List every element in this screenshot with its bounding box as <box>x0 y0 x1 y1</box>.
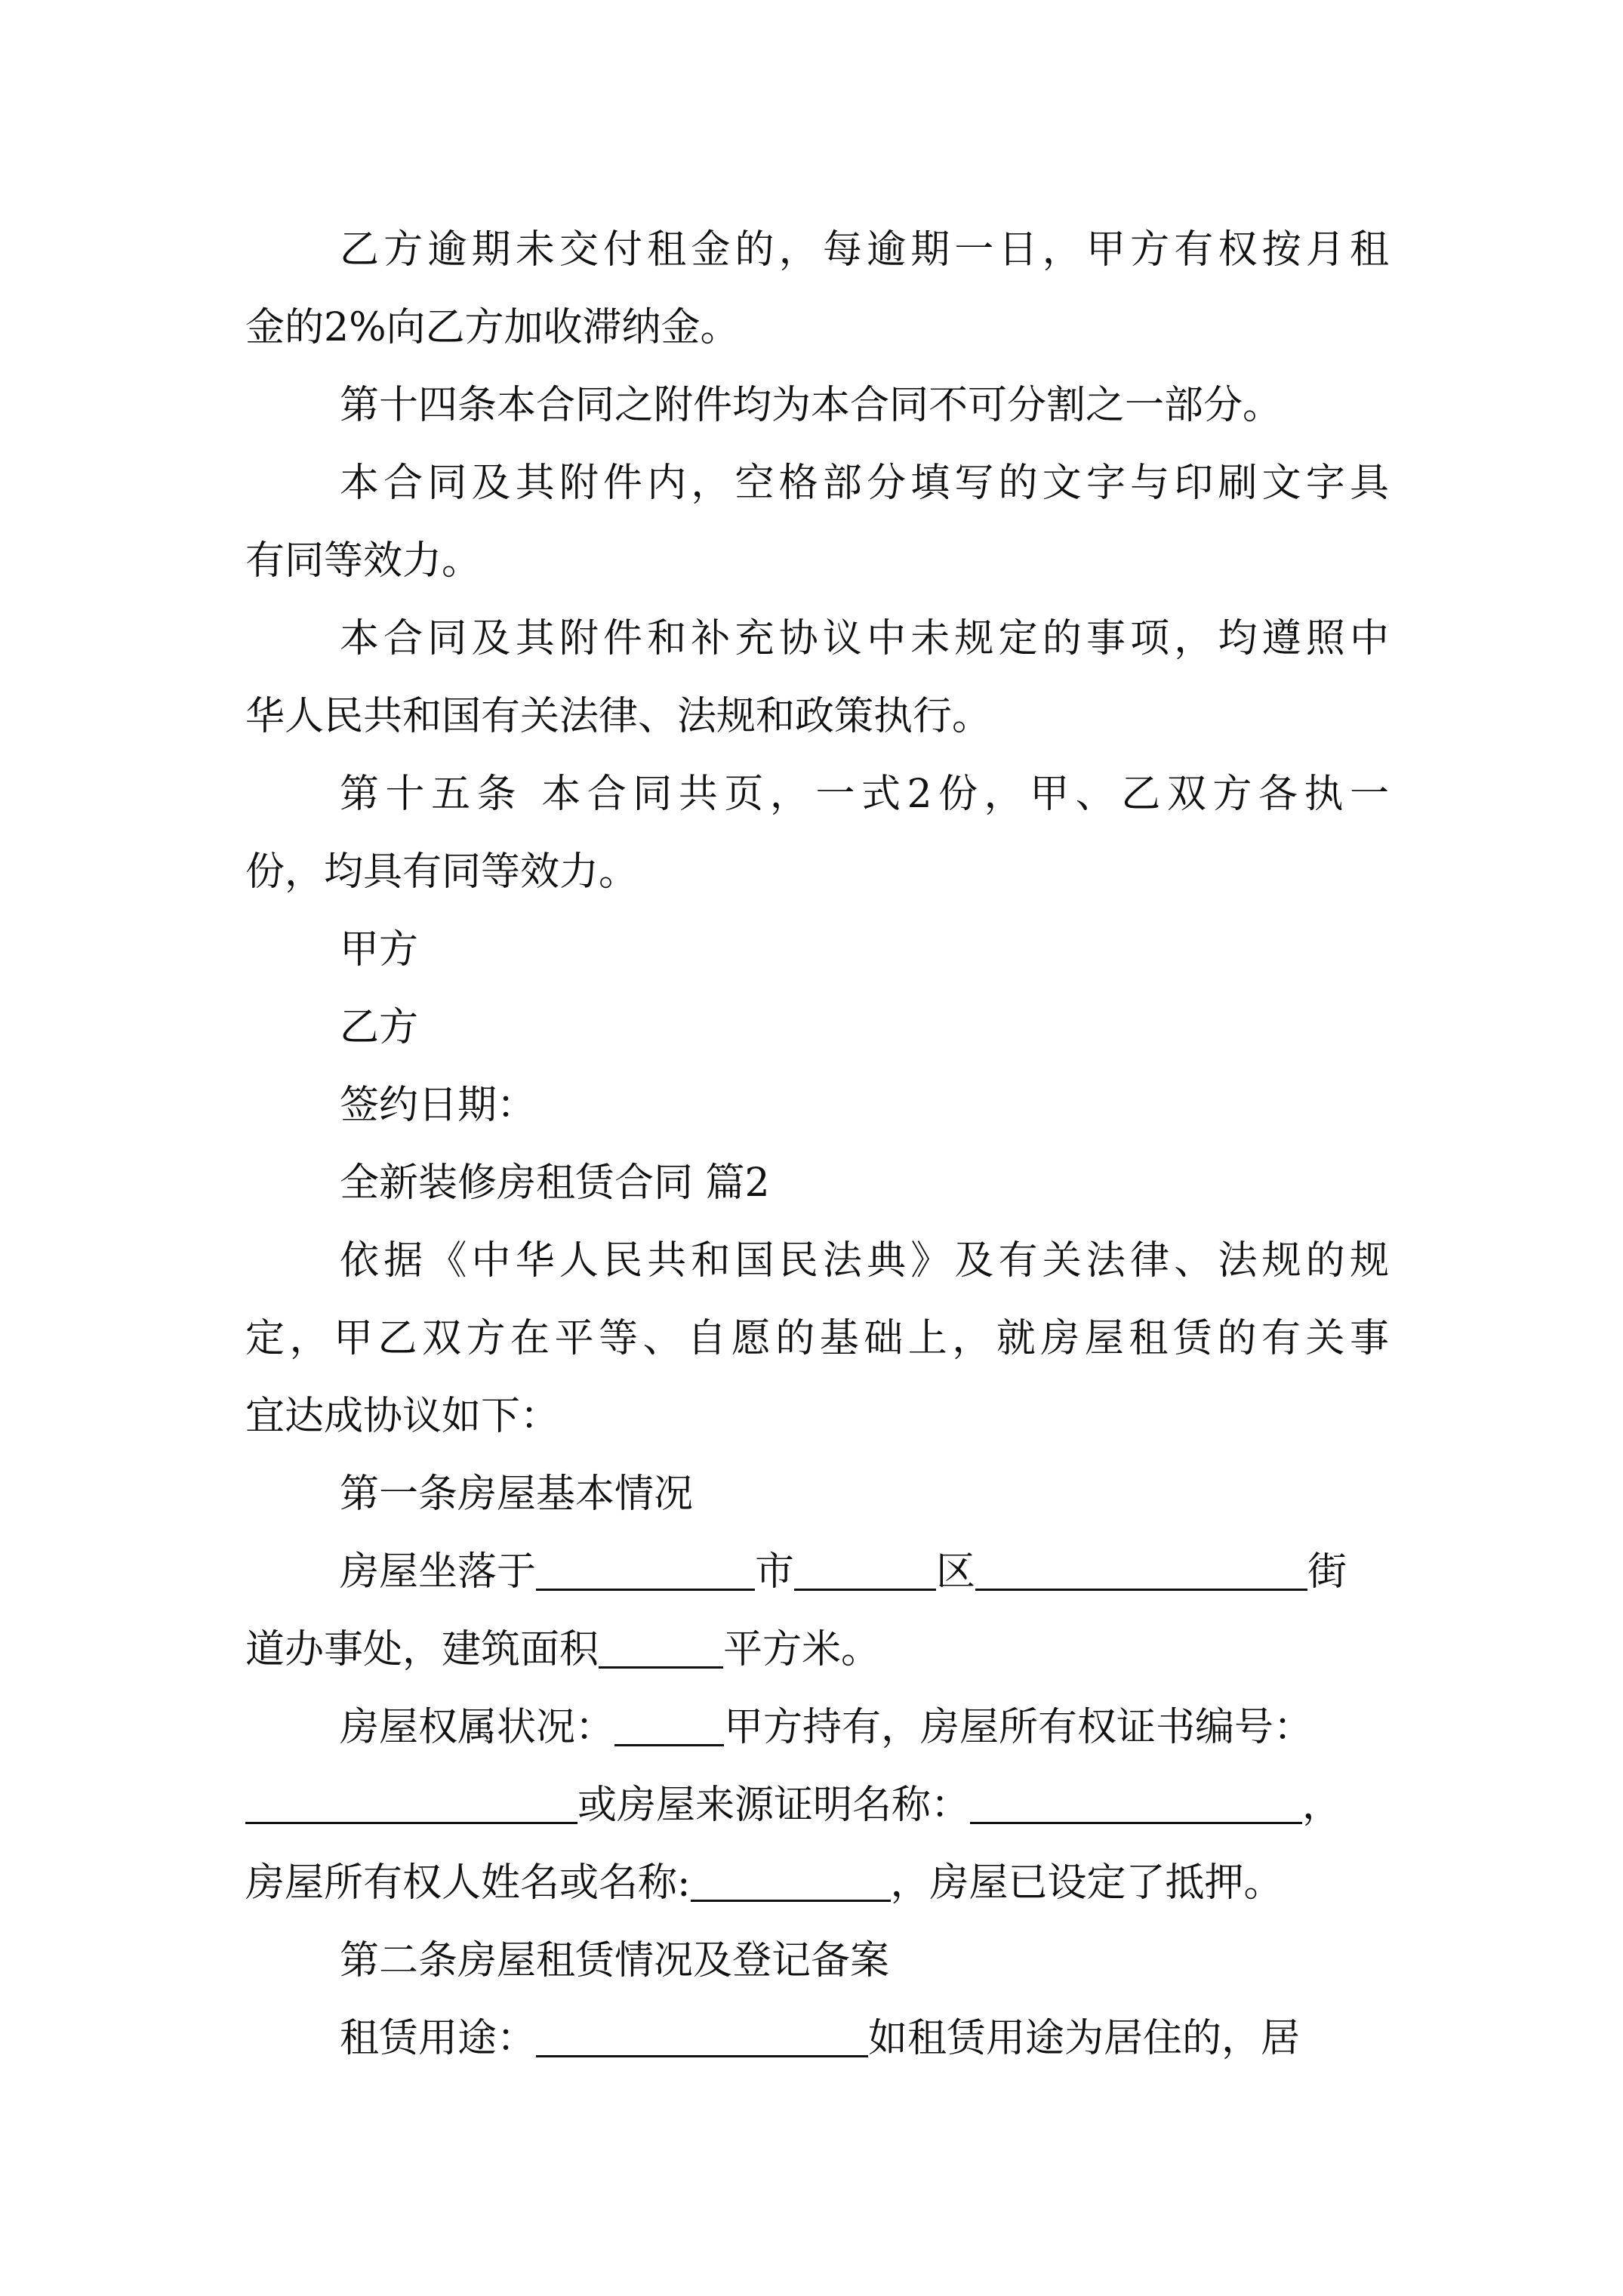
paragraph-line: 依据《中华人民共和国民法典》及有关法律、法规的规 <box>340 1238 1389 1284</box>
ownership-prefix: 房屋权属状况： <box>340 1705 615 1750</box>
article-1-title: 第一条房屋基本情况 <box>340 1472 694 1517</box>
paragraph-line: 第十五条 本合同共页，一式2份，甲、乙双方各执一 <box>340 772 1389 817</box>
usage-suffix: 如租赁用途为居住的，居 <box>868 2016 1301 2061</box>
paragraph-line: 第十四条本合同之附件均为本合同不可分割之一部分。 <box>340 383 1283 428</box>
city-blank[interactable] <box>536 1542 755 1591</box>
source-name-blank[interactable] <box>970 1775 1302 1824</box>
ownership-blank[interactable] <box>614 1697 724 1746</box>
ownership-line <box>245 1689 1389 1767</box>
usage-prefix: 租赁用途： <box>340 2016 537 2061</box>
document-body <box>245 211 1389 2078</box>
street-blank[interactable] <box>975 1542 1307 1591</box>
paragraph-line: 份，均具有同等效力。 <box>245 849 639 895</box>
usage-blank[interactable] <box>536 2008 868 2057</box>
sign-date-label: 签约日期： <box>340 1083 537 1128</box>
usage-line <box>245 2000 1389 2078</box>
district-label: 区 <box>936 1549 976 1595</box>
street-label-start: 街 <box>1307 1549 1347 1595</box>
ownership-holder: 甲方持有，房屋所有权证书编号： <box>724 1705 1313 1750</box>
paragraph-line: 乙方逾期未交付租金的，每逾期一日，甲方有权按月租 <box>340 227 1389 273</box>
section-title: 全新装修房租赁合同 篇2 <box>340 1160 770 1206</box>
city-label: 市 <box>755 1549 795 1595</box>
owner-name-line <box>245 1845 1389 1922</box>
area-unit: 平方米。 <box>723 1627 881 1672</box>
paragraph-line: 定，甲乙双方在平等、自愿的基础上，就房屋租赁的有关事 <box>245 1316 1389 1361</box>
paragraph-line: 金的2%向乙方加收滞纳金。 <box>245 305 740 350</box>
house-area-line <box>245 1611 1389 1689</box>
owner-name-blank[interactable] <box>691 1853 891 1902</box>
area-prefix: 道办事处，建筑面积 <box>245 1627 599 1672</box>
certificate-number-blank[interactable] <box>245 1775 577 1824</box>
party-b-label: 乙方 <box>340 1005 419 1050</box>
house-location-line <box>245 1533 1389 1611</box>
owner-name-label: 房屋所有权人姓名或名称: <box>245 1860 691 1906</box>
ownership-source-line <box>245 1767 1389 1845</box>
paragraph-line: 有同等效力。 <box>245 538 482 584</box>
mortgage-text: ，房屋已设定了抵押。 <box>890 1860 1283 1906</box>
source-comma: ， <box>1302 1783 1342 1828</box>
party-a-label: 甲方 <box>340 927 419 972</box>
area-blank[interactable] <box>599 1620 723 1669</box>
location-prefix: 房屋坐落于 <box>340 1549 537 1595</box>
paragraph-line: 华人民共和国有关法律、法规和政策执行。 <box>245 694 992 739</box>
paragraph-line: 宜达成协议如下： <box>245 1394 560 1439</box>
article-2-title: 第二条房屋租赁情况及登记备案 <box>340 1938 890 1983</box>
paragraph-line: 本合同及其附件内，空格部分填写的文字与印刷文字具 <box>340 461 1389 506</box>
district-blank[interactable] <box>794 1542 936 1591</box>
paragraph-line: 本合同及其附件和补充协议中未规定的事项，均遵照中 <box>340 616 1389 661</box>
source-label: 或房屋来源证明名称： <box>577 1783 971 1828</box>
